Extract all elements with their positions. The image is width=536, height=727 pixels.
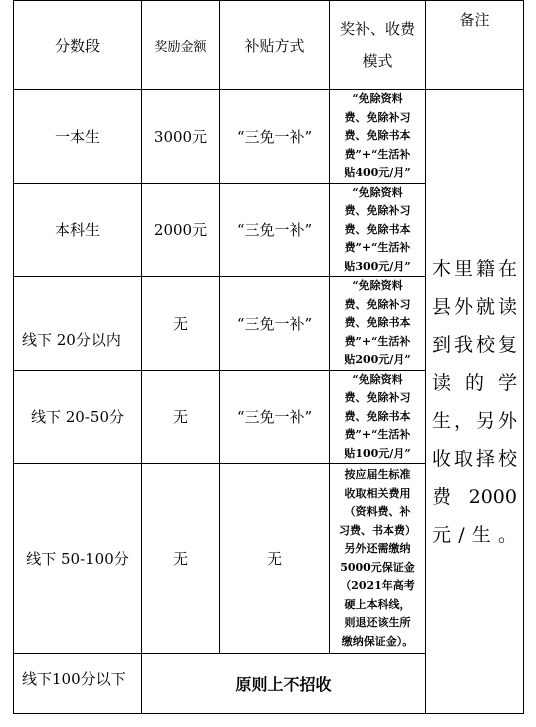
model-line: 费”+“生活补 [344, 334, 411, 348]
model-cell [330, 277, 426, 371]
model-line: 费、免除书本 [344, 316, 411, 329]
segment-cell: 一本生 [14, 90, 142, 184]
model-line: 缴纳保证金）。 [341, 634, 414, 648]
model-line: 贴200元/月” [344, 353, 411, 366]
model-line: “免除资料 [352, 92, 403, 105]
amount-cell: 无 [142, 464, 220, 654]
model-line: 习费、书本费） [339, 523, 416, 537]
model-line: 硬上本科线， [344, 597, 411, 611]
model-line: 贴400元/月” [344, 166, 411, 179]
model-line: 按应届生标准 [344, 468, 411, 481]
model-line: 费、免除补习 [344, 110, 411, 124]
model-line: 费、免除书本 [344, 222, 411, 236]
remark-line: 元/生。 [432, 523, 517, 546]
remark-line: 生，另外 [432, 409, 517, 432]
score-policy-table [13, 0, 524, 714]
model-line: 则退还该生所 [344, 616, 411, 629]
model-line: 费、免除补习 [344, 204, 411, 217]
model-line: 费、免除书本 [344, 409, 411, 423]
merged-policy-cell: 原则上不招收 [142, 654, 426, 714]
model-cell [330, 370, 426, 464]
amount-cell: 2000元 [142, 183, 220, 277]
model-line: 费”+“生活补 [344, 241, 411, 254]
remark-line: 木里籍在 [432, 257, 517, 280]
header-subsidy: 补贴方式 [220, 1, 330, 90]
model-line: “免除资料 [352, 279, 403, 292]
subsidy-cell: “三免一补” [220, 183, 330, 277]
remark-line: 费 2000 [432, 485, 517, 508]
segment-cell: 线下 20-50分 [14, 370, 142, 464]
model-line: 费、免除补习 [344, 297, 411, 311]
remark-line: 读 的 学 [432, 371, 517, 394]
model-line: 另外还需缴纳 [344, 542, 411, 555]
remark-line: 县外就读 [432, 295, 517, 318]
subsidy-cell: 无 [220, 464, 330, 654]
model-line: 收取相关费用 [344, 486, 411, 500]
model-line: 贴100元/月” [344, 446, 411, 460]
subsidy-cell: “三免一补” [220, 370, 330, 464]
remark-line: 收取择校 [432, 447, 517, 470]
amount-cell: 无 [142, 370, 220, 464]
header-segment: 分数段 [14, 1, 142, 90]
header-remark: 备注 [426, 1, 524, 90]
subsidy-cell: “三免一补” [220, 90, 330, 184]
model-line: 费、免除补习 [344, 391, 411, 404]
segment-cell: 线下 50-100分 [14, 464, 142, 654]
header-amount: 奖励金额 [142, 1, 220, 90]
amount-cell: 3000元 [142, 90, 220, 184]
model-line: （资料费、补 [344, 505, 411, 518]
segment-cell: 线下 20分以内 [14, 277, 142, 371]
header-row [14, 1, 524, 90]
model-cell [330, 464, 426, 654]
remark-cell [426, 90, 524, 714]
segment-cell: 线下100分以下 [14, 654, 142, 714]
model-line: 费、免除书本 [344, 129, 411, 142]
model-line: （2021年高考 [340, 579, 415, 592]
model-cell [330, 183, 426, 277]
model-line: 贴300元/月” [344, 259, 411, 273]
model-cell [330, 90, 426, 184]
remark-line: 到我校复 [432, 333, 517, 356]
header-model-line1: 奖补、收费 [339, 20, 415, 38]
model-line: 费”+“生活补 [344, 428, 411, 441]
model-line: 费”+“生活补 [344, 147, 411, 161]
header-model-line2: 模式 [362, 52, 393, 70]
model-line: “免除资料 [352, 372, 403, 386]
table-row [14, 90, 524, 184]
model-line: “免除资料 [352, 185, 403, 199]
model-line: 5000元保证金 [340, 560, 415, 574]
subsidy-cell: “三免一补” [220, 277, 330, 371]
amount-cell: 无 [142, 277, 220, 371]
header-model [330, 1, 426, 90]
segment-cell: 本科生 [14, 183, 142, 277]
